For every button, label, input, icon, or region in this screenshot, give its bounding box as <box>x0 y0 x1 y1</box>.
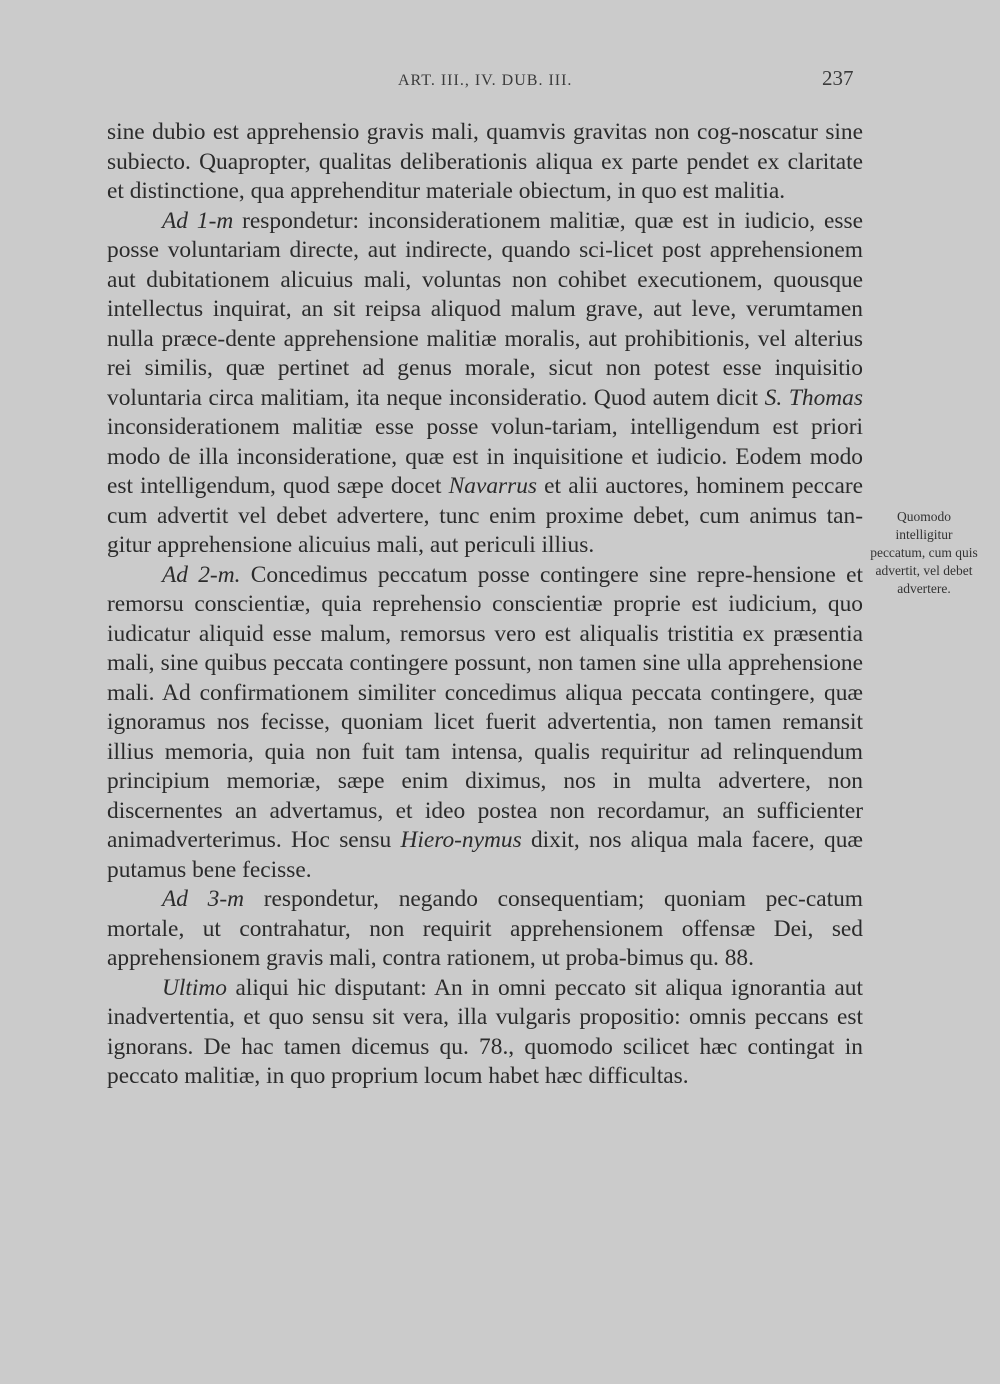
italic-text: Ad 3-m <box>162 886 245 912</box>
italic-text: Ultimo <box>162 974 227 1001</box>
italic-text: Ad 2-m. <box>162 561 241 588</box>
paragraph <box>107 885 863 974</box>
text-run: respondetur: inconsiderationem malitiæ, quæ est in iudicio, esse posse voluntariam directe, aut indirecte, quando sci-licet post apprehensionem aut dubitationem alicuius mali, voluntas non cohibet executionem, quousque intellectus inquirat, an sit reipsa aliquod malum grave, aut leve, verumtamen nulla præce-dente apprehensione malitiæ moralis, aut prohibitionis, vel alterius rei similis, quæ pertinet ad genus morale, sicut non potest esse inquisitio voluntaria circa malitiam, ita neque inconsideratio. Quod autem dicit <box>107 207 863 411</box>
paragraph <box>107 561 863 886</box>
body-text <box>107 118 863 1092</box>
text-run: et alii auctores, hominem peccare cum advertit vel debet advertere, tunc enim proxime debet, cum animus tan-gitur apprehensione alicuius mali, aut periculi illius. <box>107 473 863 558</box>
italic-text: Navarrus <box>448 473 538 499</box>
paragraph <box>107 974 863 1092</box>
page-number: 237 <box>822 66 854 90</box>
paragraph <box>107 207 863 561</box>
text-run: aliqui hic disputant: An in omni peccato sit aliqua ignorantia aut inadvertentia, et quo sensu sit vera, illa vulgaris propositio: omnis peccans est ignorans. De hac tamen dicemus qu. 78., quomodo scilicet hæc contingat in peccato malitiæ, in quo proprium locum habet hæc difficultas. <box>107 974 863 1089</box>
text-run: sine dubio est apprehensio gravis mali, quamvis gravitas non cog-noscatur sine subiecto. Quapropter, qualitas deliberationis aliqua ex parte pendet ex claritate et distinctione, qua apprehenditur materiale obiectum, in quo est malitia. <box>107 119 863 204</box>
italic-text: Ad 1-m <box>162 207 234 234</box>
text-run: inconsiderationem malitiæ esse posse volun-tariam, intelligendum est priori modo de illa inconsideratione, quæ est in inquisitione et iudicio. Eodem modo est intelligendum, quod sæpe docet <box>107 414 863 499</box>
text-run: respondetur, negando consequentiam; quoniam pec-catum mortale, ut contrahatur, non requirit apprehensionem offensæ Dei, sed apprehensionem gravis mali, contra rationem, ut proba-bimus qu. 88. <box>107 886 863 971</box>
text-run: dixit, nos aliqua mala facere, quæ putamus bene fecisse. <box>107 827 863 883</box>
running-header: ART. III., IV. DUB. III. <box>398 72 573 89</box>
text-run: Concedimus peccatum posse contingere sine repre-hensione et remorsu conscientiæ, quia reprehensio conscientiæ proprie est iudicium, quo iudicatur aliquid esse malum, remorsus vero est aliqualis tristitia ex præsentia mali, sine quibus peccata contingere possunt, non tamen sine ulla apprehensione mali. Ad confirmationem similiter concedimus aliqua peccata contingere, quæ ignoramus nos fecisse, quoniam licet fuerit advertentia, non tamen remansit illius memoria, quia non fuit tam intensa, qualis requiritur ad relinquendum principium memoriæ, sæpe enim diximus, nos in multa advertere, non discernentes an advertamus, et ideo postea non recordamur, an sufficienter animadverterimus. Hoc sensu <box>107 561 863 853</box>
italic-text: Hiero-nymus <box>400 827 522 853</box>
paragraph <box>107 118 863 207</box>
margin-note: Quomodo intelligitur peccatum, cum quis advertit, vel debet advertere. <box>870 509 978 596</box>
italic-text: S. Thomas <box>764 384 863 411</box>
